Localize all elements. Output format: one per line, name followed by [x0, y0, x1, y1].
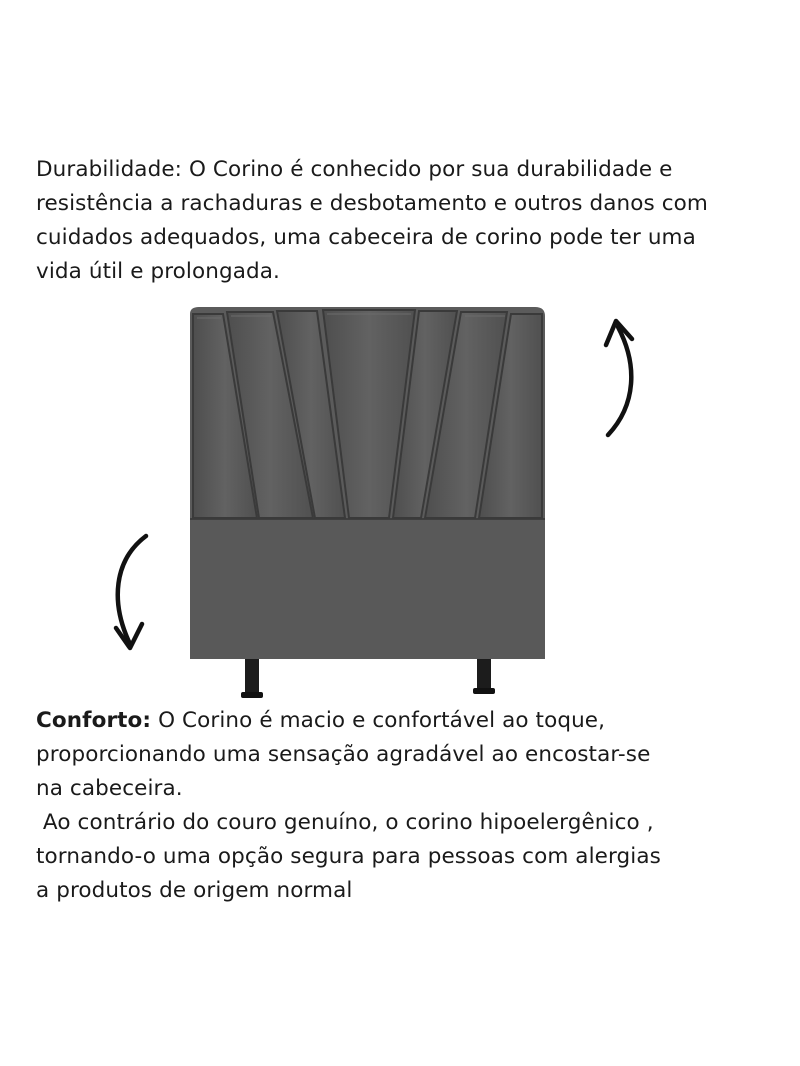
comfort-line-2: proporcionando uma sensação agradável ao encostar-se [36, 742, 651, 767]
durability-paragraph [36, 153, 776, 289]
headboard-image [185, 304, 550, 702]
comfort-line-1 [36, 704, 776, 738]
durability-line-3: cuidados adequados, uma cabeceira de corino pode ter uma [36, 225, 696, 250]
comfort-paragraph [36, 704, 776, 908]
comfort-line-5: tornando-o uma opção segura para pessoas com alergias [36, 844, 661, 869]
curved-arrow-down-icon [100, 530, 160, 660]
comfort-label: Conforto: [36, 708, 152, 733]
curved-arrow-up-icon [590, 305, 650, 445]
durability-line-2: resistência a rachaduras e desbotamento e outros danos com [36, 191, 708, 216]
comfort-line-3: na cabeceira. [36, 776, 183, 801]
comfort-line-4: Ao contrário do couro genuíno, o corino hipoelergênico , [36, 810, 654, 835]
comfort-line-1-text: O Corino é macio e confortável ao toque, [151, 708, 606, 733]
comfort-line-6: a produtos de origem normal [36, 878, 353, 903]
durability-line-1: Durabilidade: O Corino é conhecido por sua durabilidade e [36, 157, 673, 182]
durability-line-4: vida útil e prolongada. [36, 259, 280, 284]
